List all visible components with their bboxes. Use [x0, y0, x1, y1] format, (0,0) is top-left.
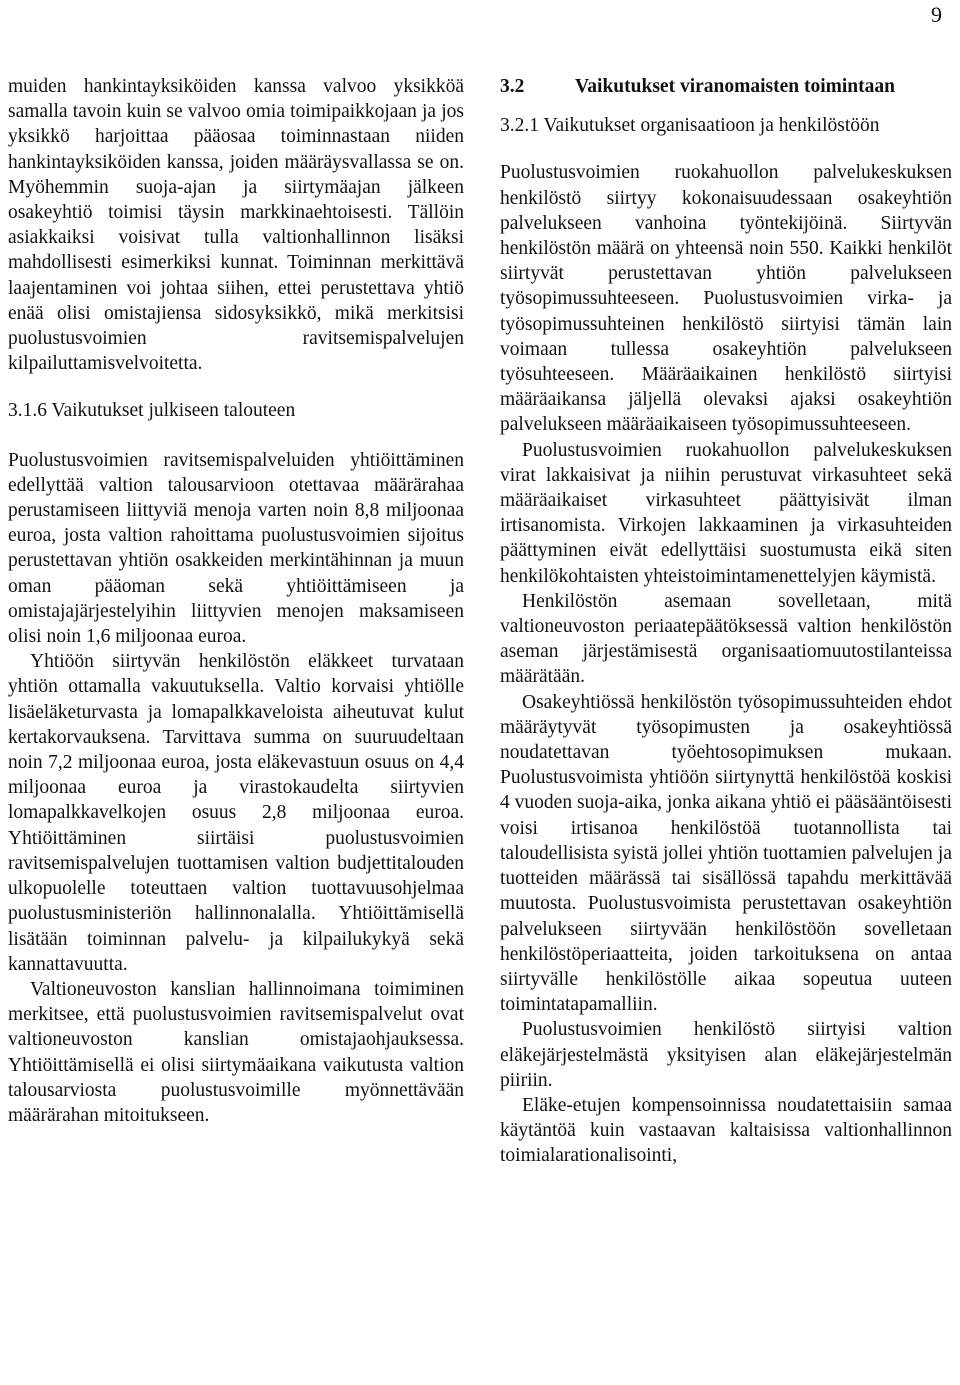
right-paragraph-1: Puolustusvoimien ruokahuollon palvelukeskuksen henkilöstö siirtyy kokonaisuudessaan osakeyhtiön palvelukseen vanhoina työntekijöinä. Siirtyvän henkilöstön määrä on yhteensä noin 550. Kaikki henkilöt siirtyvät perustettavan yhtiön palvelukseen työsopimussuhteeseen. Puolustusvoimien virka- ja työsopimussuhteinen henkilöstö siirtyisi tämän lain voimaan tullessa osakeyhtiön palvelukseen työsuhteeseen. Määräaikainen henkilöstö siirtyisi määräaikansa jäljellä olevaksi ajaksi osakeyhtiön palvelukseen määräaikaiseen työsopimussuhteeseen. [500, 162, 952, 436]
section-heading-3-1-6: 3.1.6 Vaikutukset julkiseen talouteen [8, 400, 296, 422]
right-paragraph-2: Puolustusvoimien ruokahuollon palvelukeskuksen virat lakkaisivat ja niihin perustuvat virkasuhteet sekä määräaikaiset virkasuhteet päättyisivät ilman irtisanomista. Virkojen lakkaaminen ja virkasuhteiden päättyminen eivät edellyttäisi suostumusta eikä siten henkilökohtaisten yhteistoimintamenettelyjen käymistä. [500, 439, 952, 587]
left-paragraph-1: muiden hankintayksiköiden kanssa valvoo yksikköä samalla tavoin kuin se valvoo omia toimipaikkojaan ja jos yksikkö harjoittaa pääosaa toiminnastaan niiden hankintayksiköiden kanssa, joiden määräysvallassa se on. Myöhemmin suoja-ajan ja siirtymäajan jälkeen osakeyhtiö toimisi täysin markkinaehtoisesti. Tällöin asiakkaiksi voisivat tulla valtionhallinnon lisäksi mahdollisesti esimerkiksi kunnat. Toiminnan merkittävä laajentaminen voi johtaa siihen, ettei perustettava yhtiö enää olisi omistajiensa sidosyksikkö, mikä merkitsisi puolustusvoimien ravitsemispalvelujen kilpailuttamisvelvoitetta. [8, 76, 464, 375]
left-column [8, 74, 464, 1128]
section-heading-3-2 [500, 74, 952, 99]
section-heading-3-2-1: 3.2.1 Vaikutukset organisaatioon ja henkilöstöön [500, 115, 880, 137]
left-paragraph-3: Yhtiöön siirtyvän henkilöstön eläkkeet turvataan yhtiön ottamalla vakuutuksella. Valtio korvaisi yhtiölle lisäeläketurvasta ja lomapalkkaveloista aiheutuvat kulut kertakorvauksena. Tarvittava summa on suuruudeltaan noin 7,2 miljoonaa euroa, josta eläkevastuun osuus on 4,4 miljoonaa euroa ja virastokaudelta siirtyvien lomapalkkavelkojen osuus 2,8 miljoonaa euroa. Yhtiöittäminen siirtäisi puolustusvoimien ravitsemispalvelujen tuottamisen valtion budjettitalouden ulkopuolelle toteuttaen valtion tuottavuusohjelmaa puolustusministeriön hallinnonalalla. Yhtiöittämisellä lisätään toiminnan palvelu- ja kilpailukykyä sekä kannattavuutta. [8, 651, 464, 975]
right-column [500, 74, 952, 1169]
left-paragraph-4: Valtioneuvoston kanslian hallinnoimana toimiminen merkitsee, että puolustusvoimien ravitsemispalvelut ovat valtioneuvoston kanslian omistajaohjauksessa. Yhtiöittämisellä ei olisi siirtymäaikana vaikutusta valtion talousarviosta puolustusvoimille myönnettävään määrärahan mitoitukseen. [8, 978, 464, 1126]
right-paragraph-6: Eläke-etujen kompensoinnissa noudatettaisiin samaa käytäntöä kuin vastaavan kaltaisissa valtionhallinnon toimialarationalisointi, [500, 1094, 952, 1167]
section-title: Vaikutukset viranomaisten toimintaan [575, 76, 895, 97]
right-paragraph-5: Puolustusvoimien henkilöstö siirtyisi valtion eläkejärjestelmästä yksityisen alan eläkejärjestelmän piiriin. [500, 1019, 952, 1091]
right-paragraph-4: Osakeyhtiössä henkilöstön työsopimussuhteiden ehdot määräytyvät työsopimusten ja osakeyhtiössä noudatettavan työehtosopimuksen mukaan. Puolustusvoimista yhtiöön siirtynyttä henkilöstöä koskisi 4 vuoden suoja-aika, jonka aikana yhtiö ei pääsääntöisesti voisi irtisanoa henkilöstöä tuotannollista tai taloudellisista syistä jollei yhtiön tuottamien palvelujen ja tuotteiden määrässä tai sisällössä tapahdu merkittävää muutosta. Puolustusvoimista perustettavan osakeyhtiön palvelukseen siirtyvään henkilöstöön sovelletaan henkilöstöperiaatteita, joiden tarkoituksena on antaa siirtyvälle henkilöstölle aikaa sopeutua uuteen toimintatapamalliin. [500, 691, 952, 1016]
page-number: 9 [931, 2, 942, 27]
left-paragraph-2: Puolustusvoimien ravitsemispalveluiden yhtiöittäminen edellyttää valtion talousarvioon otettavaa määrärahaa perustamiseen liittyviä menoja varten noin 8,8 miljoonaa euroa, josta valtion rahoittama puolustusvoimien sijoitus perustettavan yhtiön osakkeiden merkintähinnan ja muun oman pääoman sekä yhtiöittämiseen ja omistajajärjestelyihin liittyvien menojen maksamiseen olisi noin 1,6 miljoonaa euroa. [8, 449, 464, 648]
right-paragraph-3: Henkilöstön asemaan sovelletaan, mitä valtioneuvoston periaatepäätöksessä valtion henkilöstön aseman järjestämisestä organisaatiomuutostilanteissa määrätään. [500, 590, 952, 688]
section-number: 3.2 [500, 76, 525, 97]
